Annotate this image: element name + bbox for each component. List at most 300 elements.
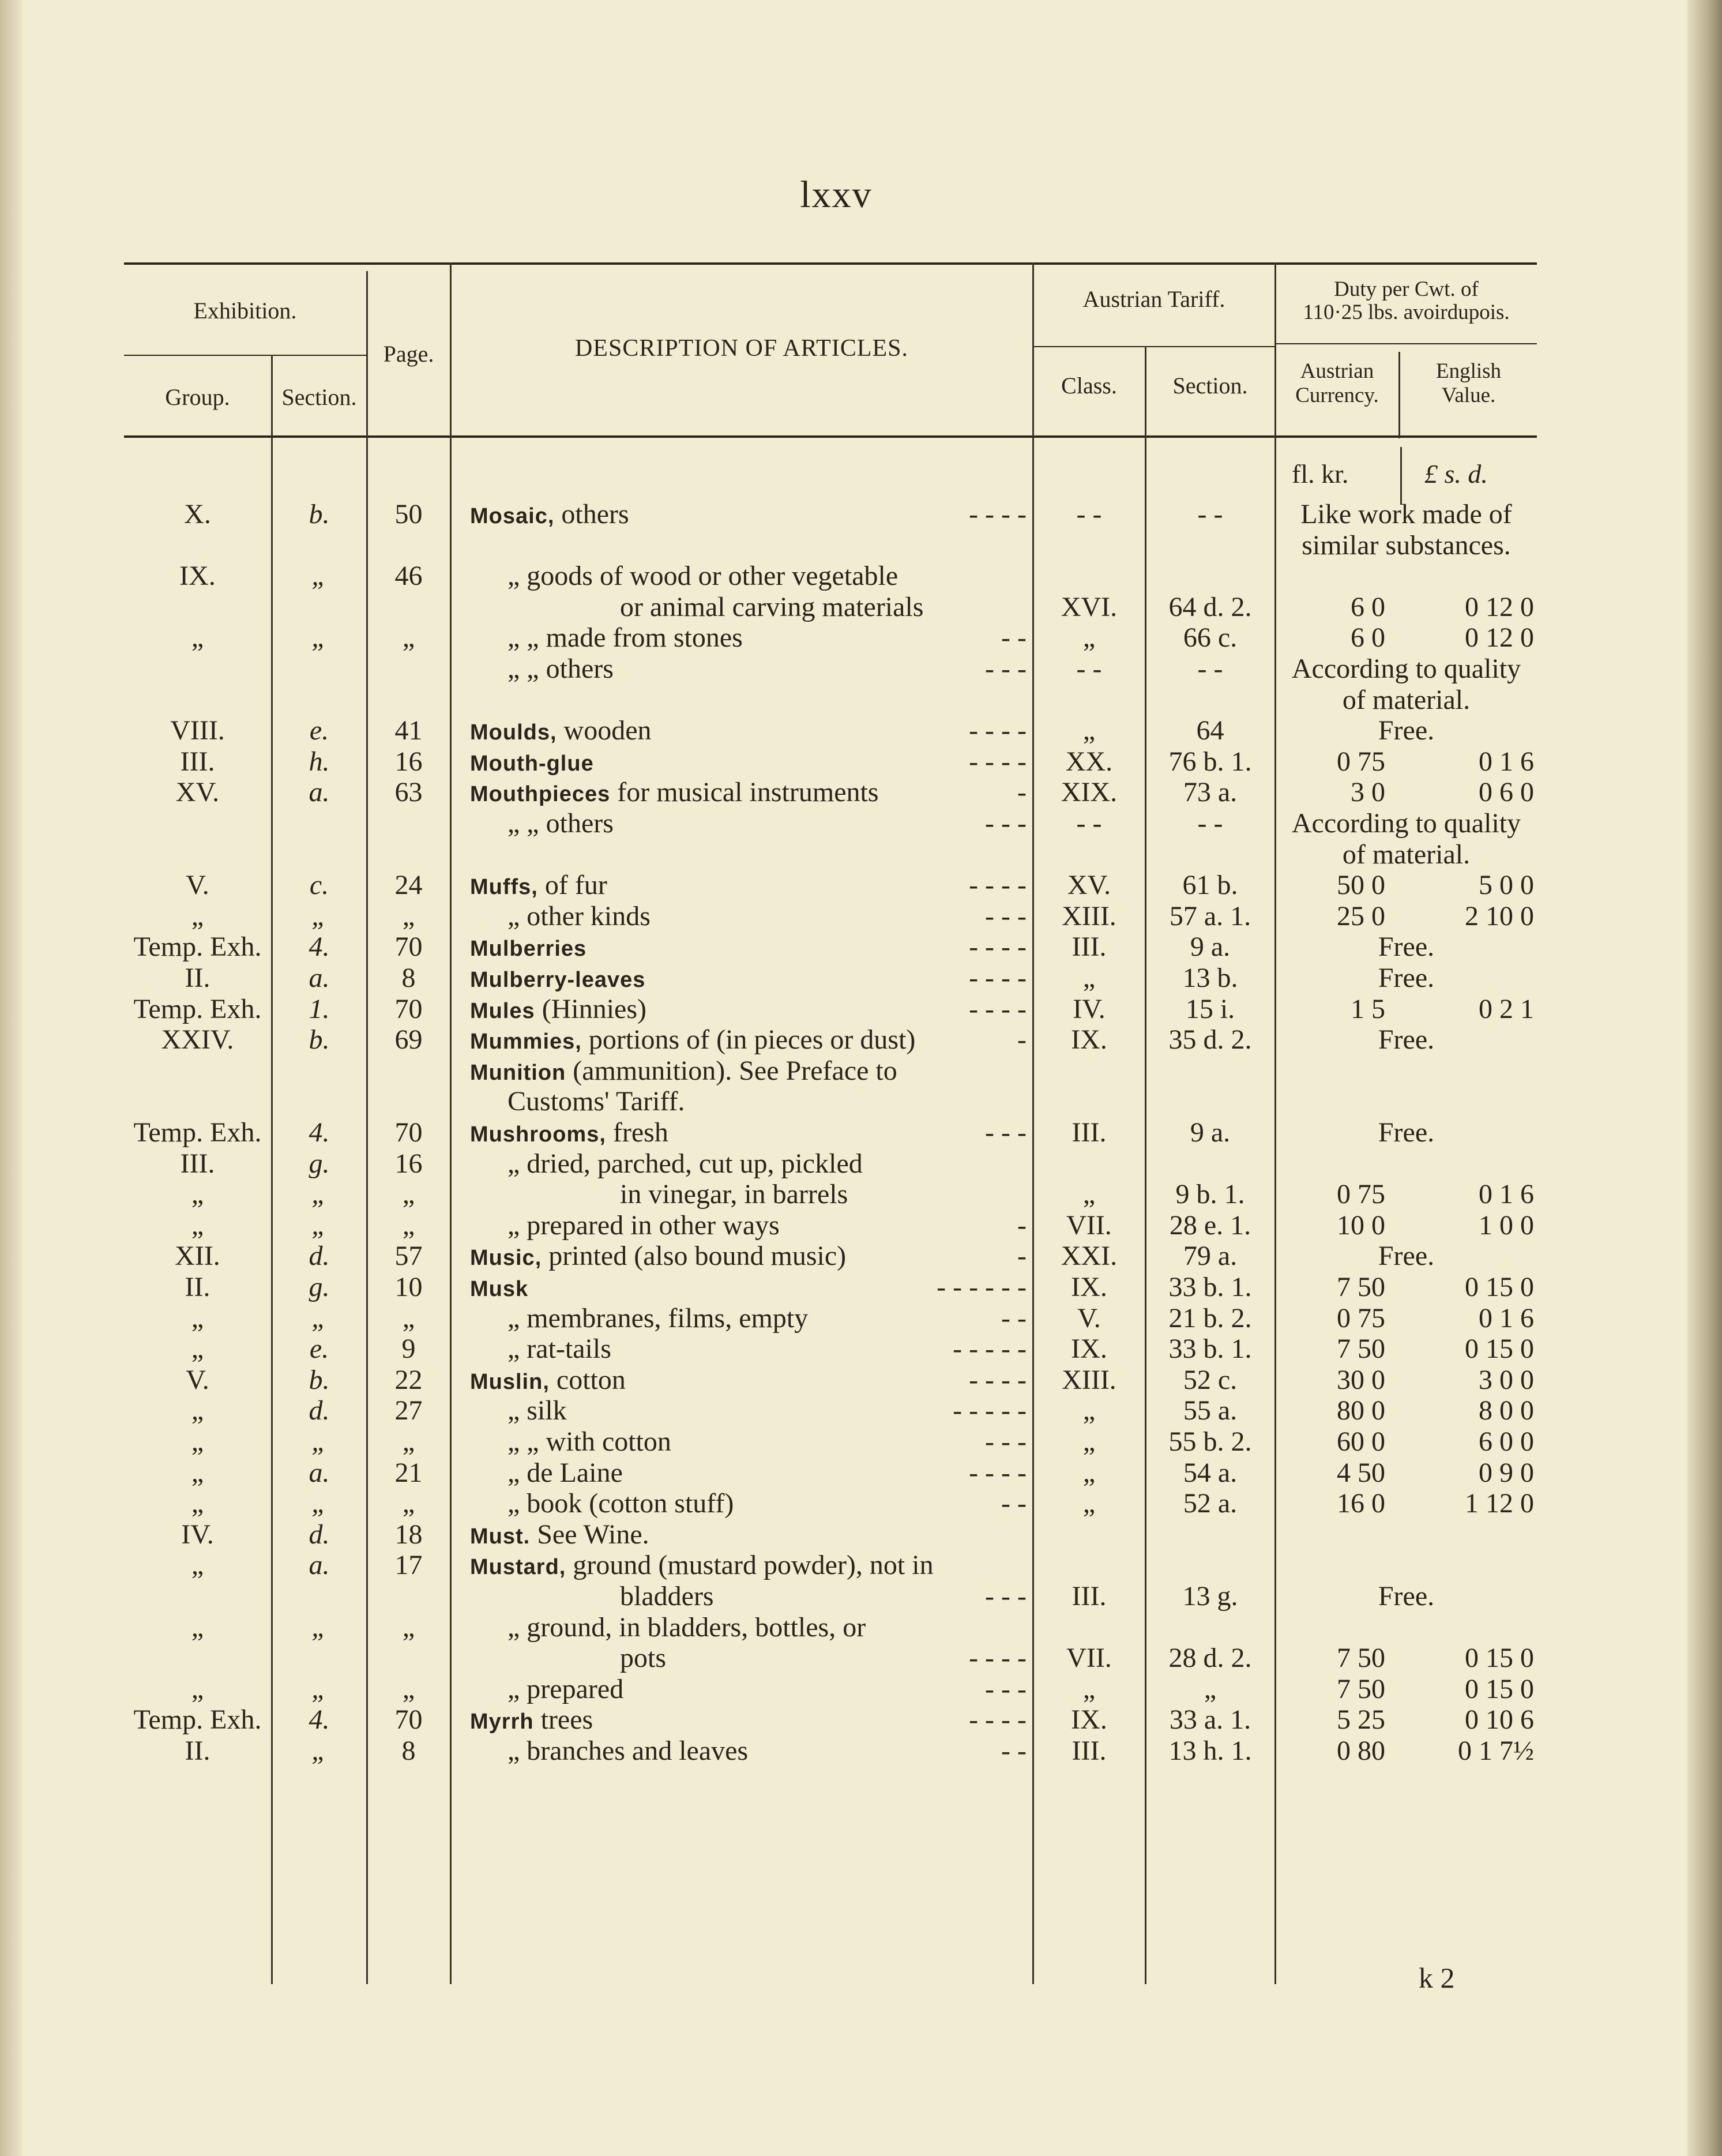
row-tariff-section: - - [1197, 653, 1223, 684]
row-section: „ [311, 1210, 327, 1241]
row-leader-dashes: - [1017, 1024, 1027, 1056]
row-group: XII. [175, 1241, 220, 1272]
row-group: „ [191, 1612, 204, 1643]
header-austrian-currency-2: Currency. [1295, 384, 1379, 407]
article-keyword: Music, [470, 1246, 542, 1271]
row-english-duty: 0 1 6 [1479, 1179, 1534, 1210]
article-keyword: Muslin, [470, 1369, 550, 1394]
article-text: „ dried, parched, cut up, pickled [507, 1148, 863, 1179]
page-number: lxxv [800, 174, 873, 216]
row-english-duty: 0 1 7½ [1458, 1736, 1534, 1766]
article-text: wooden [557, 715, 652, 746]
row-leader-dashes: - - - - [969, 1704, 1027, 1736]
header-austrian-tariff: Austrian Tariff. [1082, 286, 1225, 312]
row-group: IV. [181, 1519, 214, 1550]
article-text: fresh [606, 1117, 668, 1148]
row-group: Temp. Exh. [133, 993, 262, 1024]
row-english-duty: 0 12 0 [1465, 622, 1534, 653]
row-english-duty: 1 0 0 [1479, 1210, 1534, 1241]
article-keyword: Mushrooms, [470, 1122, 606, 1147]
row-english-duty: 0 9 0 [1479, 1457, 1534, 1488]
row-leader-dashes: - - - - [969, 931, 1027, 963]
header-tariff-section: Section. [1172, 373, 1248, 399]
row-page: 22 [394, 1364, 423, 1395]
row-class: XV. [1067, 870, 1111, 901]
row-description [470, 499, 629, 532]
row-group: „ [191, 1550, 204, 1581]
row-tariff-section: 15 i. [1185, 993, 1235, 1024]
row-austrian-duty: 7 50 [1337, 1272, 1385, 1302]
row-class: „ [1082, 1395, 1096, 1426]
row-description [470, 1117, 668, 1150]
row-page: 8 [401, 963, 416, 993]
row-austrian-duty: 30 0 [1337, 1364, 1385, 1395]
article-keyword: Moulds, [470, 720, 557, 745]
header-class: Class. [1061, 373, 1117, 399]
row-austrian-duty: 4 50 [1337, 1457, 1385, 1488]
row-class: - - [1076, 653, 1102, 684]
article-text: bladders [620, 1581, 714, 1612]
article-keyword: Mules [470, 998, 535, 1023]
row-description [507, 1612, 866, 1643]
row-description [620, 1643, 666, 1674]
row-tariff-section: 9 b. 1. [1175, 1179, 1245, 1210]
row-austrian-duty: 1 5 [1351, 993, 1385, 1024]
article-keyword: Muffs, [470, 875, 538, 900]
row-class: „ [1082, 1673, 1096, 1704]
row-austrian-duty: 6 0 [1351, 622, 1385, 653]
row-section: d. [309, 1241, 330, 1272]
row-austrian-duty: 3 0 [1351, 777, 1385, 808]
header-page: Page. [383, 341, 434, 367]
row-page: 24 [394, 870, 423, 901]
row-page: „ [402, 622, 415, 653]
row-english-duty: 3 0 0 [1479, 1364, 1534, 1395]
header-exhibition: Exhibition. [193, 298, 297, 324]
row-leader-dashes: - [1017, 777, 1027, 808]
article-text: (Hinnies) [535, 993, 646, 1024]
vline-page-desc [450, 262, 452, 1984]
row-duty-note: Like work made of [1300, 499, 1512, 529]
article-text: „ goods of wood or other vegetable [507, 561, 898, 592]
row-class: VII. [1066, 1643, 1112, 1674]
row-tariff-section: 64 [1196, 715, 1224, 746]
table-top-rule [124, 262, 1537, 265]
row-description [507, 1148, 863, 1180]
row-class: III. [1071, 931, 1107, 963]
row-description [620, 1581, 714, 1612]
article-text: others [554, 499, 629, 529]
row-tariff-section: 55 a. [1183, 1395, 1238, 1426]
row-group: V. [186, 870, 209, 901]
row-group: X. [184, 499, 211, 529]
row-description [507, 1210, 780, 1241]
article-text: „ „ made from stones [507, 622, 743, 653]
row-class: XVI. [1061, 591, 1118, 622]
row-tariff-section: 54 a. [1183, 1457, 1238, 1488]
row-section: d. [309, 1395, 330, 1426]
row-description [507, 1334, 611, 1365]
row-section: a. [309, 1550, 330, 1581]
unit-fl-kr: fl. kr. [1292, 459, 1349, 489]
row-group: „ [191, 1334, 204, 1365]
row-section: 4. [309, 931, 330, 963]
row-leader-dashes: - - - [985, 1581, 1027, 1612]
row-tariff-section: 57 a. 1. [1169, 900, 1251, 931]
row-class: - - [1076, 499, 1102, 529]
row-class: IX. [1071, 1704, 1107, 1736]
row-leader-dashes: - - - [985, 1673, 1027, 1704]
row-duty-note: similar substances. [1302, 529, 1511, 561]
row-description [507, 1395, 567, 1426]
row-section: „ [311, 1426, 327, 1457]
row-class: IX. [1071, 1334, 1107, 1365]
row-page: „ [402, 1302, 415, 1334]
row-tariff-section: 76 b. 1. [1168, 746, 1252, 777]
row-english-duty: 0 1 6 [1479, 746, 1534, 777]
row-description [470, 1704, 593, 1737]
row-group: „ [191, 1302, 204, 1334]
row-description [470, 931, 586, 964]
article-text: in vinegar, in barrels [620, 1179, 848, 1210]
row-group: V. [186, 1364, 209, 1395]
row-section: e. [309, 1334, 329, 1365]
row-description [470, 1056, 897, 1088]
row-class: XIII. [1062, 1364, 1116, 1395]
row-description [507, 808, 614, 839]
row-group: „ [191, 1179, 204, 1210]
row-tariff-section: 33 b. 1. [1168, 1272, 1252, 1302]
row-leader-dashes: - - - [985, 900, 1027, 931]
row-description [507, 1674, 623, 1705]
row-leader-dashes: - - - - - [953, 1334, 1027, 1365]
article-text: trees [533, 1704, 593, 1736]
article-text: printed (also bound music) [542, 1241, 847, 1272]
row-group: „ [191, 1488, 204, 1519]
duty-subrule [1274, 343, 1537, 344]
row-page: 69 [394, 1024, 423, 1056]
row-tariff-section: 33 b. 1. [1168, 1334, 1252, 1365]
row-austrian-duty: 6 0 [1351, 591, 1385, 622]
row-section: b. [309, 1364, 330, 1395]
article-text: „ membranes, films, empty [507, 1302, 809, 1334]
row-austrian-duty: 0 75 [1337, 1302, 1385, 1334]
row-english-duty: 5 0 0 [1479, 870, 1534, 901]
row-tariff-section: 13 b. [1182, 963, 1238, 993]
row-group: Temp. Exh. [133, 1117, 262, 1148]
header-austrian-currency-1: Austrian [1300, 359, 1374, 383]
row-page: „ [402, 1673, 415, 1704]
row-class: III. [1071, 1736, 1107, 1766]
row-page: 18 [394, 1519, 423, 1550]
article-text: for musical instruments [610, 777, 879, 808]
row-leader-dashes: - - - - - - [937, 1272, 1027, 1302]
row-class: - - [1076, 808, 1102, 839]
row-section: „ [311, 1612, 327, 1643]
row-class: „ [1082, 1457, 1096, 1488]
row-leader-dashes: - - - - [969, 963, 1027, 993]
row-austrian-duty: 25 0 [1337, 900, 1385, 931]
row-tariff-section: 9 a. [1190, 1117, 1231, 1148]
row-austrian-duty: 80 0 [1337, 1395, 1385, 1426]
row-tariff-section: 64 d. 2. [1168, 591, 1252, 622]
row-page: 63 [394, 777, 423, 808]
row-description [620, 592, 923, 623]
row-class: XX. [1065, 746, 1113, 777]
row-class: III. [1071, 1581, 1107, 1612]
article-keyword: Mosaic, [470, 504, 555, 528]
row-english-duty: 2 10 0 [1465, 900, 1534, 931]
article-text: „ branches and leaves [507, 1736, 749, 1766]
row-austrian-duty: 5 25 [1337, 1704, 1385, 1736]
row-group: III. [180, 746, 215, 777]
row-class: „ [1082, 1426, 1096, 1457]
row-section: c. [309, 870, 329, 901]
row-tariff-section: 66 c. [1183, 622, 1238, 653]
row-duty-note: Free. [1378, 1241, 1435, 1272]
row-description [620, 1179, 848, 1210]
row-description [470, 1519, 649, 1552]
row-page: 41 [394, 715, 423, 746]
row-page: 16 [394, 1148, 423, 1179]
row-section: 1. [309, 993, 330, 1024]
row-duty-note: of material. [1342, 839, 1471, 870]
article-text: of fur [537, 870, 607, 901]
row-description [470, 1550, 934, 1583]
row-leader-dashes: - - - - [969, 1643, 1027, 1674]
row-section: „ [311, 1488, 327, 1519]
article-text: „ „ others [507, 808, 614, 839]
row-leader-dashes: - [1017, 1210, 1027, 1241]
article-text: or animal carving materials [620, 591, 924, 622]
row-leader-dashes: - - [1001, 622, 1027, 653]
row-austrian-duty: 16 0 [1337, 1488, 1385, 1519]
row-duty-note: of material. [1342, 684, 1471, 715]
header-duty-line2: 110·25 lbs. avoirdupois. [1303, 301, 1510, 324]
row-page: 57 [394, 1241, 423, 1272]
row-leader-dashes: - - - - [969, 746, 1027, 777]
row-description [470, 1365, 626, 1398]
row-english-duty: 0 1 6 [1479, 1302, 1534, 1334]
row-group: „ [191, 1457, 204, 1488]
row-leader-dashes: - - - - [969, 1457, 1027, 1488]
row-page: 21 [394, 1457, 423, 1488]
row-group: „ [191, 1426, 204, 1457]
row-tariff-section: 13 g. [1182, 1581, 1238, 1612]
row-leader-dashes: - - [1001, 1488, 1027, 1519]
row-duty-note: Free. [1378, 1581, 1435, 1612]
row-section: „ [311, 900, 327, 931]
row-section: „ [311, 561, 327, 592]
exhibition-subrule [124, 355, 366, 356]
row-section: g. [309, 1148, 330, 1179]
row-tariff-section: „ [1204, 1673, 1217, 1704]
row-description [507, 1458, 623, 1489]
row-english-duty: 0 15 0 [1465, 1334, 1534, 1365]
row-page: 27 [394, 1395, 423, 1426]
article-keyword: Myrrh [470, 1710, 534, 1734]
row-tariff-section: - - [1197, 499, 1223, 529]
row-page: 9 [401, 1334, 416, 1365]
row-english-duty: 0 10 6 [1465, 1704, 1534, 1736]
row-page: „ [402, 900, 415, 931]
row-leader-dashes: - - - - [969, 715, 1027, 746]
row-section: „ [311, 622, 327, 653]
row-description [470, 994, 646, 1027]
row-leader-dashes: - - - - [969, 499, 1027, 529]
row-class: „ [1082, 1488, 1096, 1519]
article-text: „ de Laine [507, 1457, 623, 1488]
row-section: b. [309, 499, 330, 529]
row-leader-dashes: - - - [985, 1426, 1027, 1457]
row-duty-note: Free. [1378, 1117, 1435, 1148]
row-section: „ [311, 1736, 327, 1766]
row-group: Temp. Exh. [133, 1704, 262, 1736]
header-duty-line1: Duty per Cwt. of [1334, 277, 1479, 301]
row-section: h. [309, 746, 330, 777]
row-group: II. [185, 1272, 210, 1302]
row-description [507, 653, 614, 685]
row-tariff-section: 28 d. 2. [1168, 1643, 1252, 1674]
row-austrian-duty: 0 80 [1337, 1736, 1385, 1766]
row-group: Temp. Exh. [133, 931, 262, 963]
row-section: „ [311, 1673, 327, 1704]
row-leader-dashes: - - - [985, 1117, 1027, 1148]
page-edge-left [0, 0, 23, 2156]
row-austrian-duty: 10 0 [1337, 1210, 1385, 1241]
row-page: 70 [394, 1117, 423, 1148]
row-description [470, 963, 645, 996]
row-duty-note: Free. [1378, 715, 1435, 746]
article-keyword: Mustard, [470, 1555, 566, 1580]
row-leader-dashes: - [1017, 1241, 1027, 1272]
header-english-value-2: Value. [1441, 384, 1496, 407]
row-duty-note: According to quality [1291, 653, 1521, 684]
row-tariff-section: 73 a. [1183, 777, 1238, 808]
row-page: „ [402, 1426, 415, 1457]
row-tariff-section: 55 b. 2. [1168, 1426, 1252, 1457]
row-leader-dashes: - - - - [969, 993, 1027, 1024]
row-page: 17 [394, 1550, 423, 1581]
row-tariff-section: 9 a. [1190, 931, 1231, 963]
article-text: „ prepared in other ways [507, 1210, 780, 1241]
row-page: 70 [394, 1704, 423, 1736]
row-section: b. [309, 1024, 330, 1056]
row-section: a. [309, 1457, 330, 1488]
row-class: IX. [1071, 1272, 1107, 1302]
row-section: a. [309, 777, 330, 808]
row-english-duty: 8 0 0 [1479, 1395, 1534, 1426]
row-tariff-section: 79 a. [1183, 1241, 1238, 1272]
row-english-duty: 0 12 0 [1465, 591, 1534, 622]
row-english-duty: 0 15 0 [1465, 1673, 1534, 1704]
article-text: ground (mustard powder), not in [566, 1550, 934, 1581]
row-group: „ [191, 1210, 204, 1241]
row-description [507, 1426, 671, 1458]
article-text: „ book (cotton stuff) [507, 1488, 734, 1519]
row-leader-dashes: - - [1001, 1302, 1027, 1334]
row-section: d. [309, 1519, 330, 1550]
article-keyword: Mouthpieces [470, 782, 611, 807]
article-text: „ silk [507, 1395, 567, 1426]
row-group: XXIV. [161, 1024, 234, 1056]
row-tariff-section: 61 b. [1182, 870, 1238, 901]
row-page: 16 [394, 746, 423, 777]
row-section: „ [311, 1179, 327, 1210]
row-description [507, 561, 898, 592]
row-group: „ [191, 900, 204, 931]
row-english-duty: 0 6 0 [1479, 777, 1534, 808]
row-tariff-section: 33 a. 1. [1169, 1704, 1251, 1736]
row-austrian-duty: 7 50 [1337, 1334, 1385, 1365]
article-text: „ prepared [507, 1673, 624, 1704]
row-page: 8 [401, 1736, 416, 1766]
row-austrian-duty: 7 50 [1337, 1673, 1385, 1704]
row-description [470, 715, 652, 748]
row-group: „ [191, 622, 204, 653]
row-tariff-section: 52 c. [1183, 1364, 1238, 1395]
article-keyword: Munition [470, 1060, 566, 1085]
row-description [470, 870, 607, 903]
article-keyword: Mulberry-leaves [470, 968, 646, 992]
row-class: „ [1082, 1179, 1096, 1210]
row-class: XIX. [1061, 777, 1118, 808]
row-group: XV. [175, 777, 220, 808]
row-section: e. [309, 715, 329, 746]
row-class: V. [1077, 1302, 1101, 1334]
article-text: Customs' Tariff. [507, 1086, 685, 1117]
row-class: „ [1082, 963, 1096, 993]
article-keyword: Mulberries [470, 937, 587, 961]
row-austrian-duty: 0 75 [1337, 1179, 1385, 1210]
row-austrian-duty: 7 50 [1337, 1643, 1385, 1674]
row-section: g. [309, 1272, 330, 1302]
article-keyword: Mummies, [470, 1030, 582, 1054]
row-english-duty: 0 2 1 [1479, 993, 1534, 1024]
row-class: „ [1082, 715, 1096, 746]
row-description [507, 622, 743, 653]
row-austrian-duty: 0 75 [1337, 746, 1385, 777]
row-page: „ [402, 1488, 415, 1519]
signature-mark: k 2 [1419, 1962, 1455, 1994]
row-austrian-duty: 60 0 [1337, 1426, 1385, 1457]
row-page: 10 [394, 1272, 423, 1302]
row-page: „ [402, 1210, 415, 1241]
article-text: „ other kinds [507, 900, 651, 931]
row-group: III. [180, 1148, 215, 1179]
row-tariff-section: 35 d. 2. [1168, 1024, 1252, 1056]
row-description [507, 1086, 685, 1117]
row-duty-note: Free. [1378, 963, 1435, 993]
row-leader-dashes: - - - - - [953, 1395, 1027, 1426]
row-leader-dashes: - - - - [969, 870, 1027, 901]
row-tariff-section: 13 h. 1. [1168, 1736, 1252, 1766]
article-text: See Wine. [530, 1519, 649, 1550]
row-tariff-section: 28 e. 1. [1169, 1210, 1251, 1241]
row-section: „ [311, 1302, 327, 1334]
article-text: „ „ others [507, 653, 614, 684]
article-text: „ „ with cotton [507, 1426, 671, 1457]
row-page: 70 [394, 993, 423, 1024]
row-group: II. [185, 963, 210, 993]
row-description [507, 1736, 748, 1767]
row-group: VIII. [170, 715, 225, 746]
row-class: IV. [1073, 993, 1106, 1024]
row-description [507, 1488, 734, 1519]
row-section: 4. [309, 1117, 330, 1148]
row-section: 4. [309, 1704, 330, 1736]
row-group: „ [191, 1395, 204, 1426]
